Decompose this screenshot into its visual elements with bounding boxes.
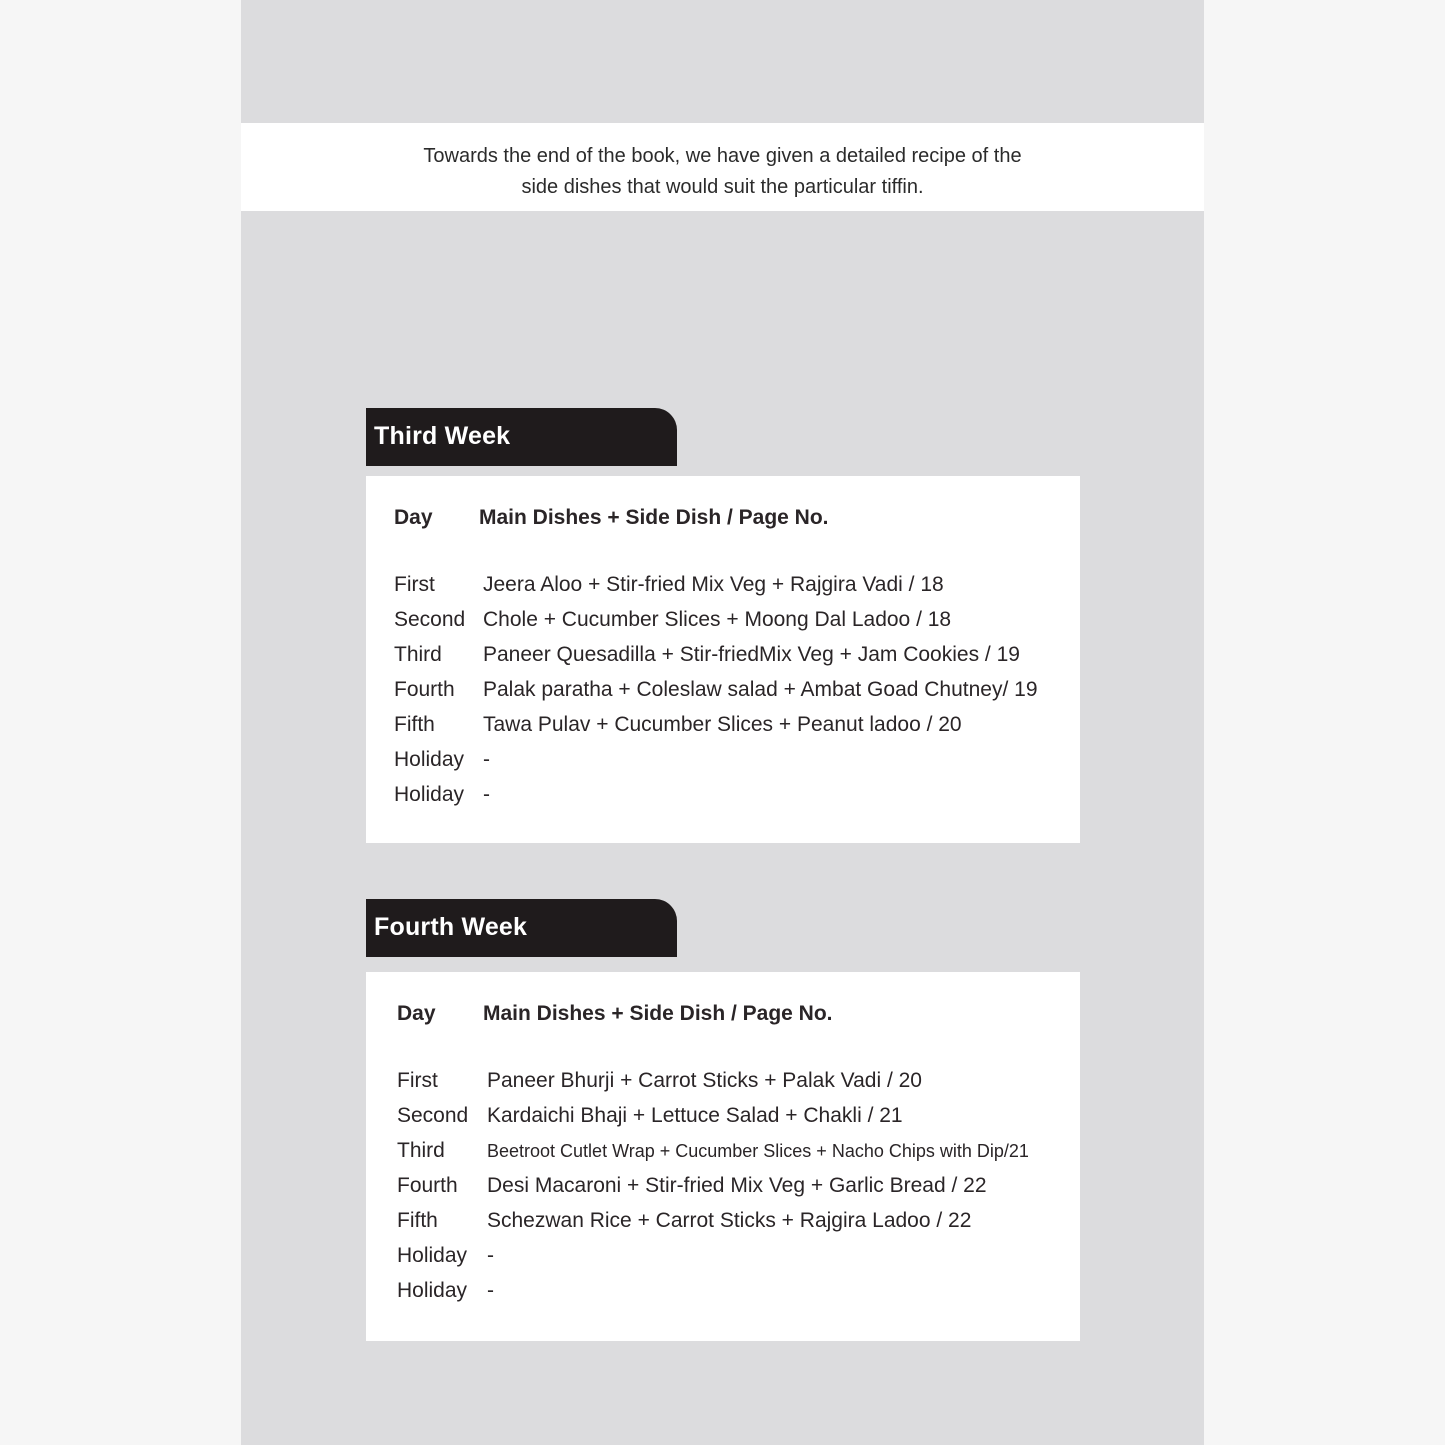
dish-cell: Paneer Quesadilla + Stir-friedMix Veg + Jam Cookies / 19	[483, 643, 1020, 666]
dish-cell: Desi Macaroni + Stir-fried Mix Veg + Garlic Bread / 22	[487, 1174, 987, 1197]
dish-cell: -	[487, 1244, 494, 1267]
intro-banner	[241, 123, 1204, 211]
dish-cell: Palak paratha + Coleslaw salad + Ambat Goad Chutney/ 19	[483, 678, 1038, 701]
column-header-day: Day	[397, 1002, 436, 1025]
menu-row	[366, 710, 1080, 745]
week-menu-table	[366, 476, 1080, 843]
week-title: Fourth Week	[374, 913, 528, 941]
day-cell: Third	[394, 643, 442, 666]
day-cell: Third	[397, 1139, 445, 1162]
dish-cell: Schezwan Rice + Carrot Sticks + Rajgira Ladoo / 22	[487, 1209, 972, 1232]
day-cell: Fifth	[397, 1209, 438, 1232]
menu-row	[366, 1101, 1080, 1136]
fourth-week-section	[366, 899, 1080, 1341]
day-cell: Holiday	[397, 1244, 468, 1267]
menu-row	[366, 1276, 1080, 1311]
intro-text	[241, 123, 1204, 203]
menu-row	[366, 570, 1080, 605]
dish-cell: Beetroot Cutlet Wrap + Cucumber Slices + Nacho Chips with Dip/21	[487, 1141, 1029, 1161]
dish-cell: Jeera Aloo + Stir-fried Mix Veg + Rajgira Vadi / 18	[483, 573, 944, 596]
day-cell: Second	[397, 1104, 469, 1127]
day-cell: Holiday	[397, 1279, 468, 1302]
dish-cell: -	[483, 783, 490, 806]
week-menu-table	[366, 972, 1080, 1341]
week-title-tab	[366, 408, 677, 466]
dish-cell: Kardaichi Bhaji + Lettuce Salad + Chakli / 21	[487, 1104, 903, 1127]
day-cell: First	[394, 573, 435, 596]
intro-line-2: side dishes that would suit the particular tiffin.	[521, 176, 924, 198]
menu-rows	[366, 1066, 1080, 1311]
day-cell: First	[397, 1069, 438, 1092]
dish-cell: Chole + Cucumber Slices + Moong Dal Ladoo / 18	[483, 608, 952, 631]
week-title: Third Week	[374, 422, 511, 450]
menu-rows	[366, 570, 1080, 815]
menu-row	[366, 1066, 1080, 1101]
menu-row	[366, 1206, 1080, 1241]
menu-row	[366, 1171, 1080, 1206]
menu-row	[366, 605, 1080, 640]
dish-cell: -	[487, 1279, 494, 1302]
column-header-dishes: Main Dishes + Side Dish / Page No.	[479, 506, 829, 529]
day-cell: Fifth	[394, 713, 435, 736]
menu-row	[366, 780, 1080, 815]
menu-row	[366, 1136, 1080, 1171]
day-cell: Holiday	[394, 783, 465, 806]
dish-cell: Tawa Pulav + Cucumber Slices + Peanut ladoo / 20	[483, 713, 962, 736]
dish-cell: -	[483, 748, 490, 771]
column-header-dishes: Main Dishes + Side Dish / Page No.	[483, 1002, 833, 1025]
menu-row	[366, 675, 1080, 710]
day-cell: Holiday	[394, 748, 465, 771]
week-title-tab	[366, 899, 677, 957]
book-page	[241, 0, 1204, 1445]
day-cell: Fourth	[394, 678, 455, 701]
day-cell: Second	[394, 608, 466, 631]
third-week-section	[366, 408, 1080, 843]
dish-cell: Paneer Bhurji + Carrot Sticks + Palak Vadi / 20	[487, 1069, 922, 1092]
menu-row	[366, 745, 1080, 780]
day-cell: Fourth	[397, 1174, 458, 1197]
menu-row	[366, 1241, 1080, 1276]
intro-line-1: Towards the end of the book, we have given a detailed recipe of the	[423, 145, 1022, 167]
menu-row	[366, 640, 1080, 675]
column-header-day: Day	[394, 506, 433, 529]
